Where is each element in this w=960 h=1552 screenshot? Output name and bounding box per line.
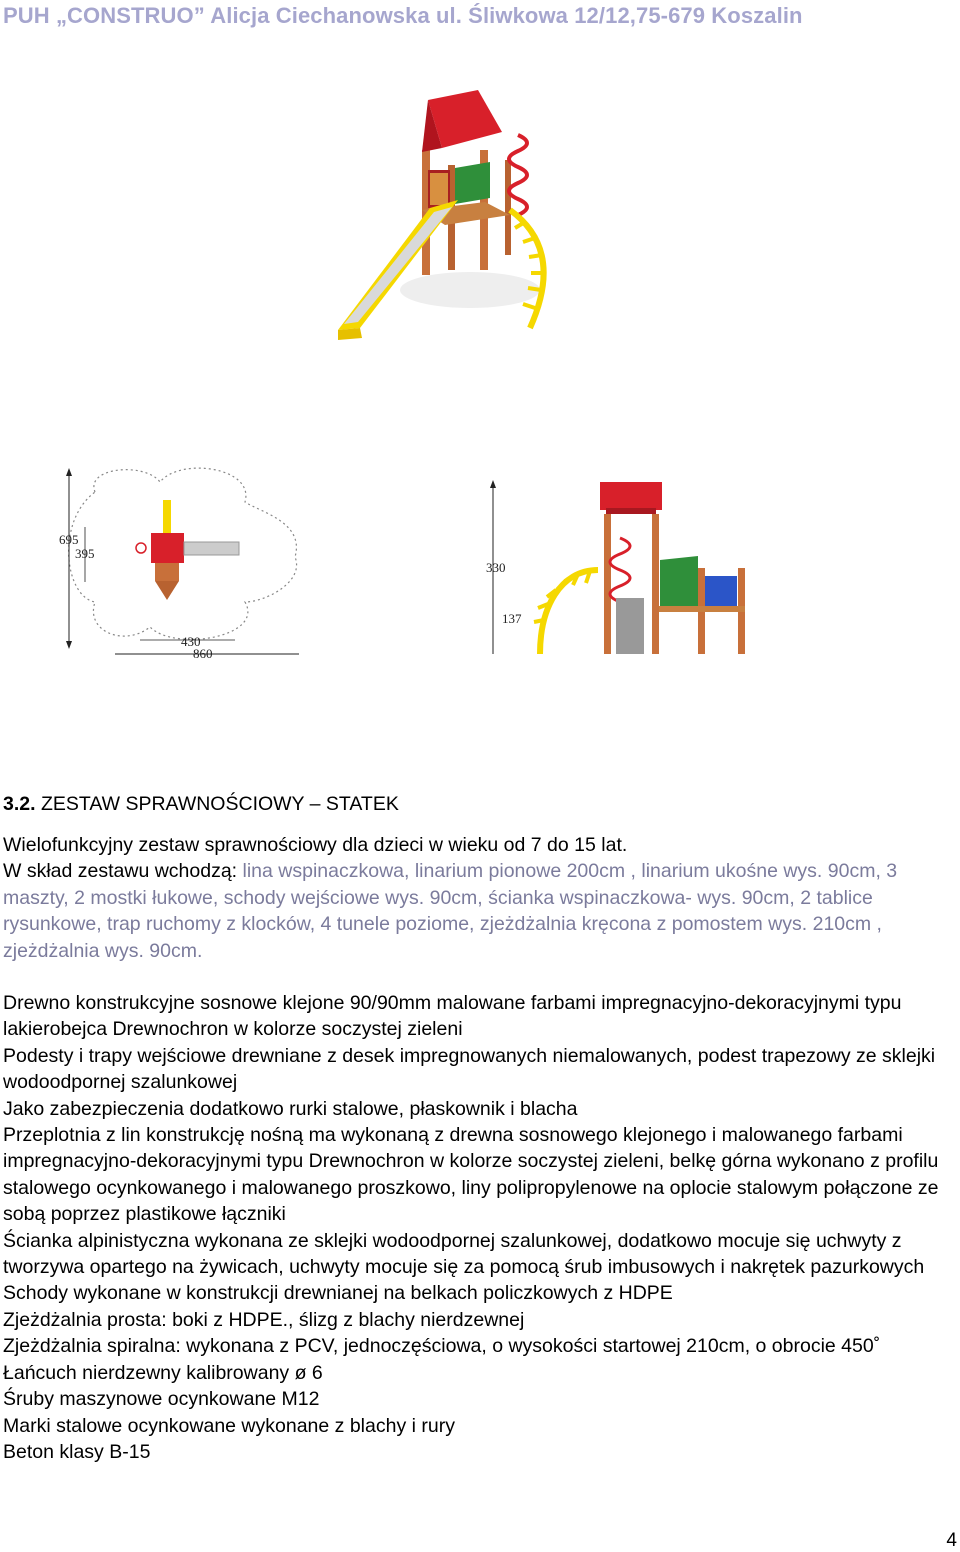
description-item: Podesty i trapy wejściowe drewniane z desek impregnowanych niemalowanych, podest trapezowy ze sklejki wodoodpornej szalunkowej bbox=[3, 1044, 936, 1094]
intro-paragraph bbox=[3, 832, 958, 964]
description-item: Zjeżdżalnia prosta: boki z HDPE., ślizg z blachy nierdzewnej bbox=[3, 1308, 525, 1331]
section-number: 3.2. bbox=[3, 793, 36, 815]
playground-isometric-image bbox=[330, 90, 560, 340]
company-header: PUH „CONSTRUO” Alicja Ciechanowska ul. Śliwkowa 12/12,75-679 Koszalin bbox=[3, 3, 803, 28]
intro-line-2 bbox=[3, 858, 958, 964]
description-item: Śruby maszynowe ocynkowane M12 bbox=[3, 1388, 320, 1411]
description-item: Zjeżdżalnia spiralna: wykonana z PCV, jednoczęściowa, o wysokości startowej 210cm, o obrocie 450˚ bbox=[3, 1335, 881, 1358]
description-item: Łańcuch nierdzewny kalibrowany ø 6 bbox=[3, 1361, 323, 1384]
side-view-drawing bbox=[480, 478, 752, 658]
intro-prefix: W skład zestawu wchodzą: bbox=[3, 860, 243, 883]
dim-430: 430 bbox=[181, 634, 201, 649]
description-item: Marki stalowe ocynkowane wykonane z blachy i rury bbox=[3, 1414, 455, 1437]
description-item: Schody wykonane w konstrukcji drewnianej na belkach policzkowych z HDPE bbox=[3, 1282, 673, 1305]
dim-330: 330 bbox=[486, 560, 506, 575]
plan-view-drawing bbox=[55, 462, 305, 662]
page-number: 4 bbox=[946, 1530, 957, 1551]
intro-line-1: Wielofunkcyjny zestaw sprawnościowy dla dzieci w wieku od 7 do 15 lat. bbox=[3, 834, 628, 856]
description-item: Drewno konstrukcyjne sosnowe klejone 90/90mm malowane farbami impregnacyjno-dekoracyjnymi typu lakierobejca Drewnochron w kolorze soczystej zieleni bbox=[3, 992, 902, 1041]
dim-137: 137 bbox=[502, 611, 522, 626]
dim-860: 860 bbox=[193, 646, 213, 661]
description-item: Beton klasy B-15 bbox=[3, 1440, 151, 1463]
dim-395: 395 bbox=[75, 546, 95, 561]
description-item: Przeplotnia z lin konstrukcję nośną ma wykonaną z drewna sosnowego klejonego i malowanego farbami impregnacyjno-dekoracyjnymi typu Drewnochron w kolorze soczystej zieleni, belkę górna wykonano z profilu stalowego ocynkowanego i malowanego proszkowo, liny polipropylenowe na oplocie stalowym połączone ze sobą poprzez plastikowe łączniki bbox=[3, 1124, 939, 1226]
description-item: Ścianka alpinistyczna wykonana ze sklejki wodoodpornej szalunkowej, dodatkowo mocuje się uchwyty z tworzywa opartego na żywicach, uchwyty mocuje się za pomocą śrub imbusowych i nakrętek pazurkowych bbox=[3, 1229, 925, 1279]
section-title: ZESTAW SPRAWNOŚCIOWY – STATEK bbox=[35, 793, 399, 815]
description-item: Jako zabezpieczenia dodatkowo rurki stalowe, płaskownik i blacha bbox=[3, 1097, 578, 1120]
intro-components: lina wspinaczkowa, linarium pionowe 200cm , linarium ukośne wys. 90cm, 3 maszty, 2 mostki łukowe, schody wejściowe wys. 90cm, ścianka wspinaczkowa- wys. 90cm, 2 tablice rysunkowe, trap ruchomy z klocków, 4 tunele poziome, zjeżdżalnia kręcona z pomostem wys. 210cm , zjeżdżalnia wys. 90cm. bbox=[3, 860, 898, 962]
section-heading bbox=[3, 793, 399, 816]
dim-695: 695 bbox=[59, 532, 79, 547]
description-list bbox=[3, 990, 953, 1465]
